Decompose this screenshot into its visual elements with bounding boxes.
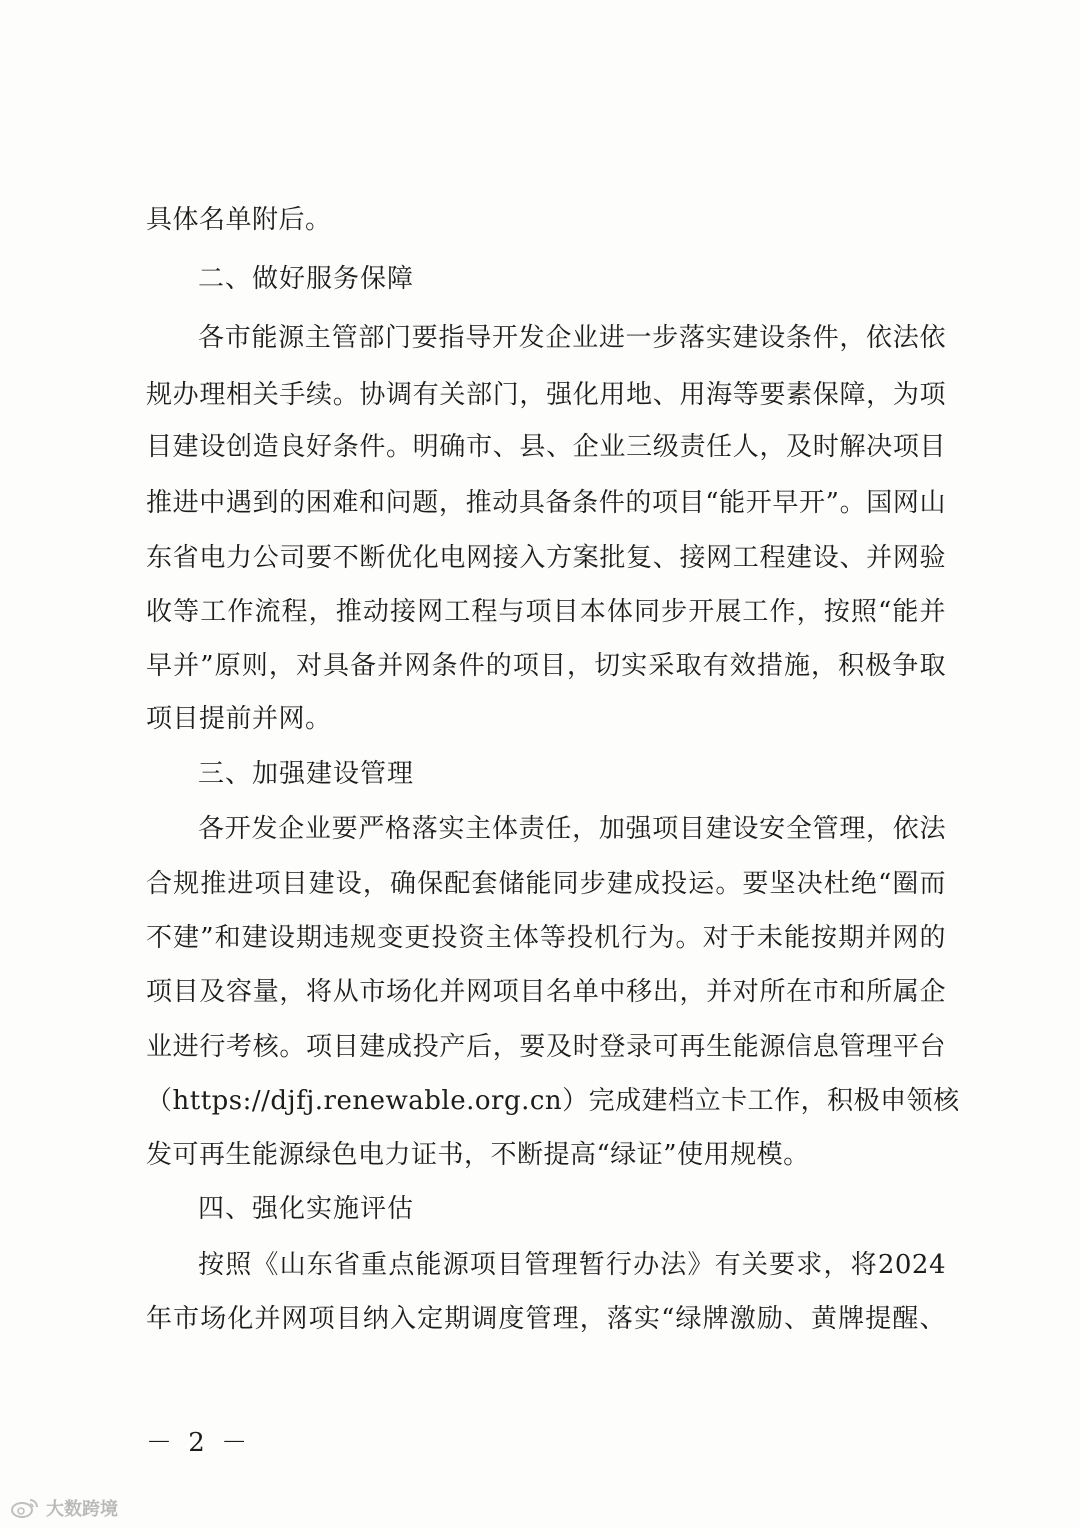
page-number: － 2 － xyxy=(146,1428,252,1458)
body-line: 早并”原则，对具备并网条件的项目，切实采取有效措施，积极争取 xyxy=(146,651,946,681)
body-line: 东省电力公司要不断优化电网接入方案批复、接网工程建设、并网验 xyxy=(146,543,946,573)
body-line: 各市能源主管部门要指导开发企业进一步落实建设条件，依法依 xyxy=(198,323,946,353)
body-line: 合规推进项目建设，确保配套储能同步建成投运。要坚决杜绝“圈而 xyxy=(146,869,946,899)
body-line: 目建设创造良好条件。明确市、县、企业三级责任人，及时解决项目 xyxy=(146,432,946,462)
watermark xyxy=(10,1494,118,1522)
body-line: 具体名单附后。 xyxy=(146,205,332,235)
body-line: 项目提前并网。 xyxy=(146,704,332,734)
body-line: 业进行考核。项目建成投产后，要及时登录可再生能源信息管理平台 xyxy=(146,1032,946,1062)
body-line: 项目及容量，将从市场化并网项目名单中移出，并对所在市和所属企 xyxy=(146,977,946,1007)
body-line: 按照《山东省重点能源项目管理暂行办法》有关要求，将2024 xyxy=(198,1250,946,1280)
section-heading-evaluation: 四、强化实施评估 xyxy=(198,1194,415,1224)
section-heading-construction: 三、加强建设管理 xyxy=(198,759,415,789)
body-line: 收等工作流程，推动接网工程与项目本体同步开展工作，按照“能并 xyxy=(146,597,946,627)
section-heading-service: 二、做好服务保障 xyxy=(198,264,415,294)
watermark-text: 大数跨境 xyxy=(46,1499,118,1520)
body-line: 推进中遇到的困难和问题，推动具备条件的项目“能开早开”。国网山 xyxy=(146,488,946,518)
body-line: 不建”和建设期违规变更投资主体等投机行为。对于未能按期并网的 xyxy=(146,923,946,953)
weibo-logo-icon xyxy=(10,1497,40,1519)
body-line: 规办理相关手续。协调有关部门，强化用地、用海等要素保障，为项 xyxy=(146,380,946,410)
body-line: 各开发企业要严格落实主体责任，加强项目建设安全管理，依法 xyxy=(198,814,946,844)
body-line: 年市场化并网项目纳入定期调度管理，落实“绿牌激励、黄牌提醒、 xyxy=(146,1304,946,1334)
body-line: 发可再生能源绿色电力证书，不断提高“绿证”使用规模。 xyxy=(146,1140,810,1170)
body-line: （https://djfj.renewable.org.cn）完成建档立卡工作，积极申领核 xyxy=(146,1086,960,1116)
